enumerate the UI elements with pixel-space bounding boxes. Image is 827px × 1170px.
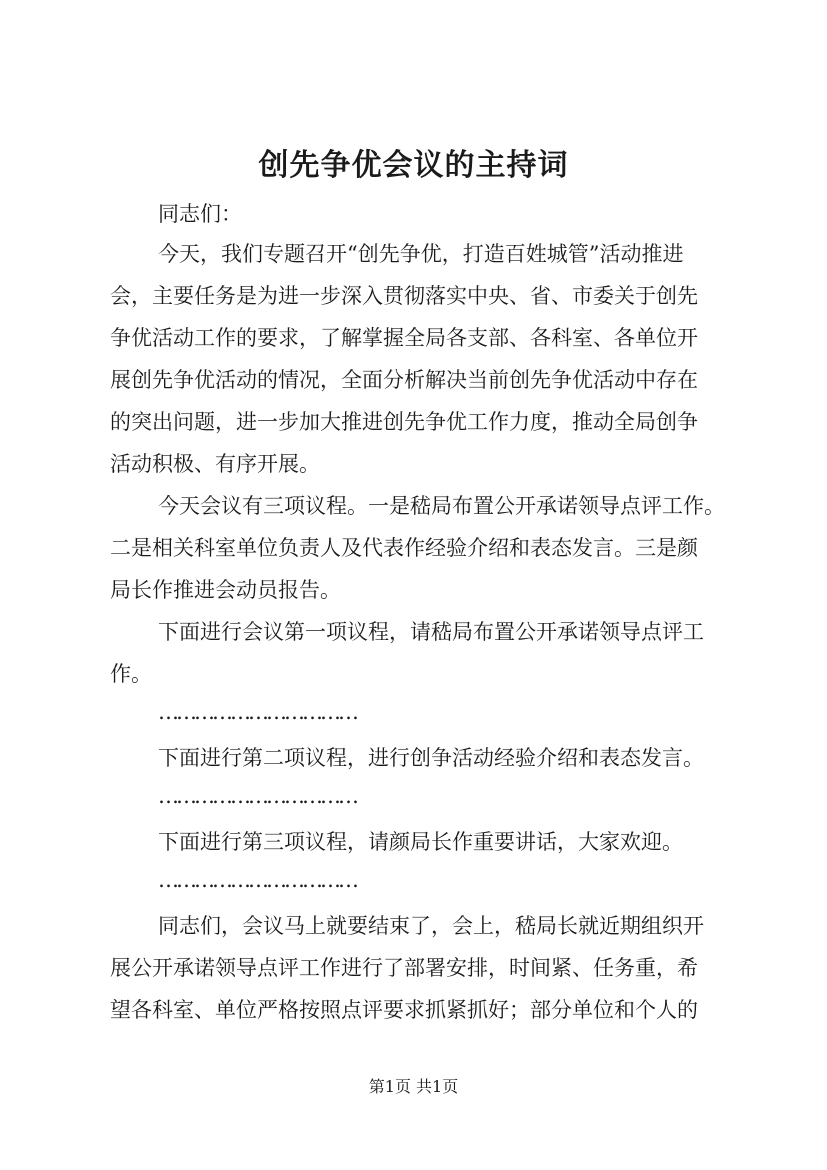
ellipsis-separator-3: ……………………………: [158, 868, 356, 892]
closing-line1: 同志们，会议马上就要结束了，会上，嵇局长就近期组织开: [158, 914, 704, 938]
paragraph1-line4: 展创先争优活动的情况，全面分析解决当前创先争优活动中存在: [110, 368, 698, 392]
document-title: 创先争优会议的主持词: [258, 148, 569, 183]
paragraph3-line2: 作。: [110, 662, 152, 686]
paragraph2-line2: 二是相关科室单位负责人及代表作经验介绍和表态发言。三是颜: [110, 536, 698, 560]
paragraph1-line3: 争优活动工作的要求，了解掌握全局各支部、各科室、各单位开: [110, 326, 698, 350]
paragraph1-line2: 会，主要任务是为进一步深入贯彻落实中央、省、市委关于创先: [110, 284, 698, 308]
paragraph1-line6: 活动积极、有序开展。: [110, 452, 320, 476]
ellipsis-separator-1: ……………………………: [158, 700, 356, 724]
page-footer: 第1页 共1页: [368, 1077, 459, 1096]
paragraph1-line1: 今天，我们专题召开“创先争优，打造百姓城管”活动推进: [158, 242, 684, 266]
salutation: 同志们：: [158, 202, 242, 226]
paragraph2-line3: 局长作推进会动员报告。: [110, 578, 341, 602]
closing-line2: 展公开承诺领导点评工作进行了部署安排，时间紧、任务重，希: [110, 956, 698, 980]
agenda-item-2: 下面进行第二项议程，进行创争活动经验介绍和表态发言。: [158, 746, 704, 770]
paragraph2-line1: 今天会议有三项议程。一是嵇局布置公开承诺领导点评工作。: [158, 494, 725, 518]
paragraph1-line5: 的突出问题，进一步加大推进创先争优工作力度，推动全局创争: [110, 410, 698, 434]
ellipsis-separator-2: ……………………………: [158, 784, 356, 808]
closing-line3: 望各科室、单位严格按照点评要求抓紧抓好；部分单位和个人的: [110, 998, 698, 1022]
paragraph3-line1: 下面进行会议第一项议程，请嵇局布置公开承诺领导点评工: [158, 620, 704, 644]
agenda-item-3: 下面进行第三项议程，请颜局长作重要讲话，大家欢迎。: [158, 830, 683, 854]
